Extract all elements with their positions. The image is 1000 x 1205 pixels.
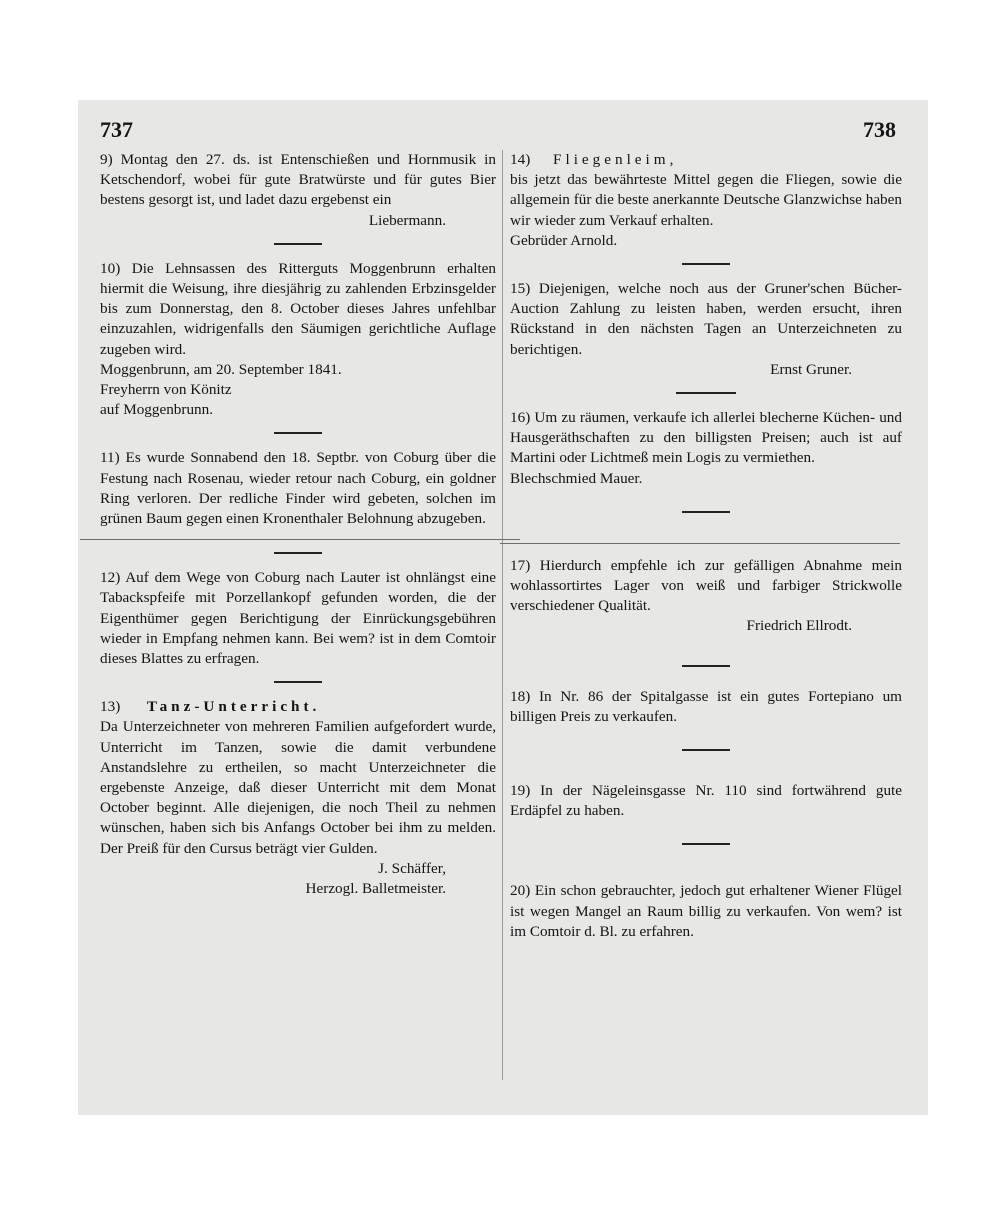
left-column bbox=[100, 150, 496, 899]
separator-rule bbox=[274, 552, 322, 554]
notice-13-signature-2: Herzogl. Balletmeister. bbox=[305, 880, 446, 898]
notice-18 bbox=[510, 687, 902, 727]
separator-rule bbox=[682, 263, 730, 265]
left-page-number: 737 bbox=[100, 117, 133, 142]
notice-14-heading: Fliegenleim, bbox=[553, 151, 678, 168]
notice-13-number: 13) bbox=[100, 698, 121, 716]
right-column bbox=[510, 150, 902, 942]
notice-17-signature: Friedrich Ellrodt. bbox=[746, 617, 852, 635]
notice-14-text: bis jetzt das bewährteste Mittel gegen die Fliegen, sowie die allgemein für die beste anerkannte Deutsche Glanzwichse haben wir wieder zum Verkauf erhalten. bbox=[510, 171, 902, 229]
section-rule bbox=[500, 543, 900, 544]
notice-19-text: 19) In der Nägeleinsgasse Nr. 110 sind fortwährend gute Erdäpfel zu haben. bbox=[510, 782, 902, 820]
notice-14-number: 14) bbox=[510, 151, 531, 168]
notice-15-signature: Ernst Gruner. bbox=[770, 360, 852, 378]
notice-16-text: 16) Um zu räumen, verkaufe ich allerlei blecherne Küchen- und Hausgeräthschaften zu den billigsten Preisen; auch ist auf Martini oder Lichtmeß mein Logis zu vermiethen. bbox=[510, 409, 902, 467]
notice-13-text: Da Unterzeichneter von mehreren Familien aufgefordert wurde, Unterricht im Tanzen, sowie die damit verbundene Anstandslehre zu ertheilen, so macht Unterzeichneter die ergebenste Anzeige, daß dieser Unterricht mit dem Monat October beginnt. Alle diejenigen, die noch Theil zu nehmen wünschen, haben sich bis Anfangs October bei ihm zu melden. Der Preiß für den Cursus beträgt vier Gulden. bbox=[100, 718, 496, 857]
notice-10-signature-2: auf Moggenbrunn. bbox=[100, 401, 214, 419]
notice-10-text: 10) Die Lehnsassen des Ritterguts Moggenbrunn erhalten hiermit die Weisung, ihre diesjährig zu zahlenden Erbzinsgelder bis zum Donnerstag, den 8. October dieses Jahres unfehlbar einzuzahlen, widrigenfalls den Säumigen gerichtliche Auflage zugeben wird. bbox=[100, 259, 496, 358]
notice-15-text: 15) Diejenigen, welche noch aus der Gruner'schen Bücher-Auction Zahlung zu leisten haben, werden ersucht, ihren Rückstand in den nächsten Tagen an Unterzeichneten zu berichtigen. bbox=[510, 280, 902, 358]
section-rule bbox=[80, 539, 520, 540]
notice-19 bbox=[510, 781, 902, 821]
notice-9 bbox=[100, 150, 496, 231]
separator-rule bbox=[682, 665, 730, 667]
notice-11-text: 11) Es wurde Sonnabend den 18. Septbr. von Coburg über die Festung nach Rosenau, wieder retour nach Coburg, ein goldner Ring verloren. Der redliche Finder wird gebeten, solchen im grünen Baum gegen einen Kronenthaler Belohnung abzugeben. bbox=[100, 449, 496, 528]
notice-10 bbox=[100, 259, 496, 421]
separator-rule bbox=[676, 392, 736, 394]
notice-11 bbox=[100, 448, 496, 529]
notice-18-text: 18) In Nr. 86 der Spitalgasse ist ein gutes Fortepiano um billigen Preis zu verkaufen. bbox=[510, 687, 902, 725]
notice-10-signature-1: Freyherrn von Könitz bbox=[100, 381, 232, 399]
separator-rule bbox=[274, 432, 322, 434]
notice-14-signature: Gebrüder Arnold. bbox=[510, 231, 618, 249]
separator-rule bbox=[274, 681, 322, 683]
separator-rule bbox=[274, 243, 322, 245]
notice-13-signature-1: J. Schäffer, bbox=[378, 859, 446, 877]
notice-10-place-date: Moggenbrunn, am 20. September 1841. bbox=[100, 360, 342, 378]
notice-13-heading: Tanz-Unterricht. bbox=[146, 698, 321, 716]
notice-9-signature: Liebermann. bbox=[368, 211, 446, 229]
notice-13 bbox=[100, 697, 496, 899]
notice-16 bbox=[510, 408, 902, 489]
notice-17 bbox=[510, 556, 902, 637]
separator-rule bbox=[682, 511, 730, 513]
notice-17-text: 17) Hierdurch empfehle ich zur gefälligen Abnahme mein wohlassortirtes Lager von weiß und farbiger Strickwolle verschiedener Qualität. bbox=[510, 556, 902, 615]
column-divider bbox=[502, 150, 503, 1080]
separator-rule bbox=[682, 749, 730, 751]
notice-9-text: 9) Montag den 27. ds. ist Entenschießen und Hornmusik in Ketschendorf, wobei für gute Bratwürste und für gutes Bier bestens gesorgt ist, und ladet dazu ergebenst ein bbox=[100, 151, 496, 209]
notice-12 bbox=[100, 568, 496, 669]
notice-16-signature: Blechschmied Mauer. bbox=[510, 469, 643, 487]
notice-14 bbox=[510, 150, 902, 251]
notice-12-text: 12) Auf dem Wege von Coburg nach Lauter ist ohnlängst eine Tabackspfeife mit Porzellankopf gefunden worden, die der Eigenthümer gegen Berichtigung der Einrückungsgebühren wieder in Empfang nehmen kann. Bei wem? ist in dem Comtoir dieses Blattes zu erfragen. bbox=[100, 569, 496, 668]
separator-rule bbox=[682, 843, 730, 845]
notice-20-text: 20) Ein schon gebrauchter, jedoch gut erhaltener Wiener Flügel ist wegen Mangel an Raum billig zu verkaufen. Von wem? ist im Comtoir d. Bl. zu erfahren. bbox=[510, 882, 902, 940]
right-page-number: 738 bbox=[863, 117, 896, 142]
notice-20 bbox=[510, 881, 902, 942]
notice-15 bbox=[510, 279, 902, 380]
